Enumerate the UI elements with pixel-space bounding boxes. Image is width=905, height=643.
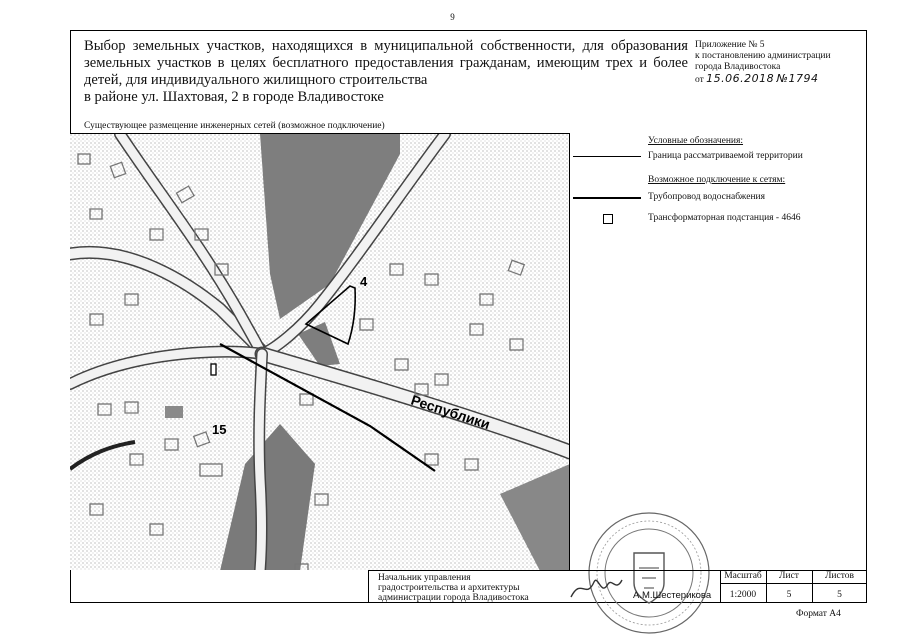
stamp-line-2: градостроительства и архитектуры — [378, 583, 520, 593]
site-map — [70, 133, 570, 570]
title-location: в районе ул. Шахтовая, 2 в городе Владивостоке — [84, 89, 384, 105]
legend-title: Условные обозначения: — [648, 136, 744, 146]
map-subtitle: Существующее размещение инженерных сетей (возможное подключение) — [84, 121, 385, 131]
map-svg — [70, 134, 570, 570]
legend-transformer-icon — [603, 214, 613, 224]
title-main: Выбор земельных участков, находящихся в муниципальной собственности, для образования земельных участков в целях бесплатного предоставления гражданам, имеющим трех и более детей, для индивидуального жилищного строительства — [84, 38, 688, 88]
page-number: 9 — [450, 12, 455, 22]
appendix-date-line — [695, 73, 863, 86]
format-label: Формат А4 — [796, 609, 841, 619]
building-filled — [165, 406, 183, 418]
appendix-prefix: от — [695, 75, 704, 85]
appendix-line-1: Приложение № 5 — [695, 40, 765, 50]
plot-15-label: 15 — [212, 422, 227, 437]
legend-connection-title: Возможное подключение к сетям: — [648, 175, 786, 185]
legend-water-line-sample — [573, 197, 641, 199]
sheet-header: Лист — [779, 571, 799, 581]
appendix-line-3: города Владивостока — [695, 62, 781, 72]
sheet-value: 5 — [786, 590, 792, 600]
appendix-block — [695, 40, 863, 86]
document-title — [84, 38, 688, 106]
title-block-row-divider — [720, 583, 867, 584]
sheets-header: Листов — [824, 571, 854, 581]
title-block-text — [378, 573, 529, 603]
appendix-line-2: к постановлению администрации — [695, 51, 831, 61]
street-label: Республики — [409, 391, 493, 433]
scale-header: Масштаб — [724, 571, 762, 581]
appendix-date: 15.06.2018 — [706, 72, 775, 85]
scale-value: 1:2000 — [729, 590, 757, 600]
legend-border-label: Граница рассматриваемой территории — [648, 151, 803, 161]
appendix-number: №1794 — [776, 72, 819, 85]
sheets-value: 5 — [837, 590, 842, 600]
stamp-line-1: Начальник управления — [378, 573, 471, 583]
transformer-substation — [211, 364, 216, 375]
stamp-line-3: администрации города Владивостока — [378, 593, 529, 603]
legend-border-line-sample — [573, 156, 641, 157]
plot-4-label: 4 — [360, 274, 368, 289]
legend-water-label: Трубопровод водоснабжения — [648, 192, 765, 202]
legend-transformer-label: Трансформаторная подстанция - 4646 — [648, 213, 801, 223]
signer-name: А.М.Шестерикова — [633, 590, 712, 601]
